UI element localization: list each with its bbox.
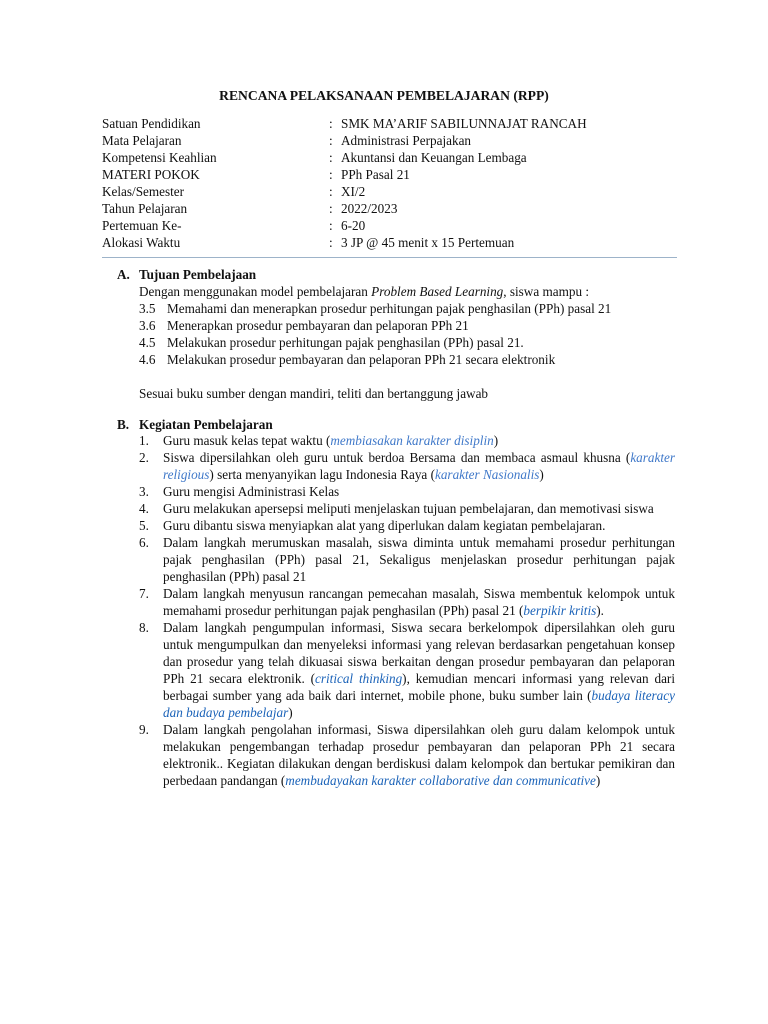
step-fragment: ) serta menyanyikan lagu Indonesia Raya ( bbox=[209, 467, 435, 482]
info-value: 3 JP @ 45 menit x 15 Pertemuan bbox=[341, 235, 515, 250]
step-text bbox=[163, 484, 675, 501]
step-fragment: Guru melakukan apersepsi meliputi menjelaskan tujuan pembelajaran, dan memotivasi siswa bbox=[163, 501, 654, 517]
objective-item bbox=[139, 334, 687, 351]
info-colon: : bbox=[329, 235, 333, 250]
info-row bbox=[102, 149, 702, 166]
step-number: 2. bbox=[139, 450, 149, 466]
info-value: Administrasi Perpajakan bbox=[341, 133, 472, 148]
info-value: 6-20 bbox=[341, 218, 366, 233]
step-text bbox=[163, 535, 675, 586]
intro-text: Dengan menggunakan model pembelajaran bbox=[139, 284, 372, 299]
objective-text: Melakukan prosedur pembayaran dan pelaporan PPh 21 secara elektronik bbox=[167, 352, 556, 367]
info-row bbox=[102, 115, 702, 132]
section-tujuan bbox=[117, 266, 687, 402]
step-fragment: Dalam langkah merumuskan masalah, siswa diminta untuk memahami prosedur perhitungan pajak penghasilan (PPh) pasal 21, Sekaligus menjelaskan prosedur perhitungan pajak penghasilan (PPh) pasal 21 bbox=[163, 535, 675, 585]
objective-text: Melakukan prosedur perhitungan pajak penghasilan (PPh) pasal 21. bbox=[167, 335, 524, 350]
step-number: 8. bbox=[139, 620, 149, 636]
info-value: Akuntansi dan Keuangan Lembaga bbox=[341, 150, 527, 165]
section-a-intro bbox=[139, 283, 687, 300]
info-label: Kompetensi Keahlian bbox=[102, 150, 217, 165]
info-row bbox=[102, 132, 702, 149]
info-row bbox=[102, 217, 702, 234]
objective-number: 4.6 bbox=[139, 352, 156, 367]
step-number: 7. bbox=[139, 586, 149, 602]
objective-list bbox=[139, 300, 687, 368]
step-fragment: Guru mengisi Administrasi Kelas bbox=[163, 484, 340, 500]
step-number: 1. bbox=[139, 433, 149, 448]
step-fragment: ) bbox=[539, 467, 544, 482]
objective-number: 3.5 bbox=[139, 301, 156, 316]
intro-model: Problem Based Learning bbox=[371, 284, 504, 299]
info-label: Kelas/Semester bbox=[102, 184, 185, 199]
objective-text: Menerapkan prosedur pembayaran dan pelaporan PPh 21 bbox=[167, 318, 469, 333]
step-text bbox=[163, 518, 675, 535]
objective-item bbox=[139, 317, 687, 334]
section-b-letter: B. bbox=[117, 417, 130, 432]
info-table bbox=[102, 115, 702, 251]
step-fragment: ) bbox=[288, 704, 293, 720]
divider-line bbox=[102, 257, 677, 258]
step-number: 4. bbox=[139, 501, 149, 517]
info-colon: : bbox=[329, 201, 333, 216]
step-number: 6. bbox=[139, 535, 149, 551]
info-colon: : bbox=[329, 184, 333, 199]
step-fragment: Dalam langkah pengumpulan informasi, Siswa secara berkelompok dipersilahkan oleh guru untuk mengumpulkan dan menyeleksi informasi yang relevan berdasarkan pengetahuan konsep dan prosedur yang telah dikuasai siswa berkaitan dengan prosedur pembayaran dan pelaporan PPh 21 secara elektronik. ( bbox=[163, 620, 675, 686]
step-item bbox=[139, 586, 687, 620]
step-item bbox=[139, 501, 687, 518]
character-note: membiasakan karakter disiplin bbox=[330, 433, 494, 448]
objective-number: 4.5 bbox=[139, 335, 156, 350]
character-note: critical thinking bbox=[315, 671, 403, 686]
step-item bbox=[139, 535, 687, 586]
step-item bbox=[139, 433, 687, 450]
character-note: karakter Nasionalis bbox=[434, 467, 540, 482]
document-title: RENCANA PELAKSANAAN PEMBELAJARAN (RPP) bbox=[219, 88, 549, 103]
step-item bbox=[139, 484, 687, 501]
step-fragment: ), kemudian mencari informasi yang relevan dari berbagai sumber yang ada baik dari internet, mobile phone, buku sumber lain ( bbox=[163, 671, 675, 703]
info-label: Mata Pelajaran bbox=[102, 133, 182, 148]
section-a-letter: A. bbox=[117, 267, 130, 282]
section-a-closing: Sesuai buku sumber dengan mandiri, teliti dan bertanggung jawab bbox=[139, 386, 489, 401]
step-fragment: Siswa dipersilahkan oleh guru untuk berdoa Bersama dan membaca asmaul khusna ( bbox=[163, 450, 631, 466]
info-value: 2022/2023 bbox=[341, 201, 398, 216]
info-row bbox=[102, 234, 702, 251]
step-item bbox=[139, 722, 687, 790]
info-label: Satuan Pendidikan bbox=[102, 116, 201, 131]
character-note: membudayakan karakter collaborative dan communicative bbox=[285, 772, 596, 788]
objective-number: 3.6 bbox=[139, 318, 156, 333]
step-text bbox=[163, 501, 675, 518]
info-value: PPh Pasal 21 bbox=[341, 167, 410, 182]
section-b-heading bbox=[117, 416, 687, 433]
character-note: budaya literacy dan budaya pembelajar bbox=[163, 687, 675, 720]
step-fragment: Guru masuk kelas tepat waktu ( bbox=[163, 433, 331, 448]
info-row bbox=[102, 183, 702, 200]
info-label: Tahun Pelajaran bbox=[102, 201, 188, 216]
step-item bbox=[139, 620, 687, 721]
step-text bbox=[163, 620, 675, 721]
info-colon: : bbox=[329, 150, 333, 165]
info-row bbox=[102, 200, 702, 217]
step-fragment: ) bbox=[493, 433, 499, 448]
info-row bbox=[102, 166, 702, 183]
step-text bbox=[163, 450, 675, 484]
info-colon: : bbox=[329, 116, 333, 131]
character-note: berpikir kritis bbox=[523, 603, 597, 619]
info-colon: : bbox=[329, 133, 333, 148]
section-b-title: Kegiatan Pembelajaran bbox=[139, 417, 273, 432]
section-a-heading bbox=[117, 266, 687, 283]
section-kegiatan bbox=[117, 416, 687, 790]
step-number: 3. bbox=[139, 484, 149, 500]
step-fragment: Dalam langkah menyusun rancangan pemecahan masalah, Siswa membentuk kelompok untuk memahami prosedur perhitungan pajak penghasilan (PPh) pasal 21 ( bbox=[163, 586, 675, 619]
info-value: SMK MA’ARIF SABILUNNAJAT RANCAH bbox=[341, 116, 587, 131]
step-item bbox=[139, 518, 687, 535]
step-text bbox=[163, 586, 675, 620]
objective-item bbox=[139, 351, 687, 368]
spacer bbox=[139, 368, 687, 385]
step-number: 5. bbox=[139, 518, 149, 534]
section-a-body bbox=[139, 283, 687, 402]
step-item bbox=[139, 450, 687, 484]
section-b-body bbox=[139, 433, 687, 790]
intro-tail: , siswa mampu : bbox=[503, 284, 589, 299]
character-note: karakter religious bbox=[163, 450, 675, 482]
step-fragment: Guru dibantu siswa menyiapkan alat yang diperlukan dalam kegiatan pembelajaran. bbox=[163, 518, 606, 534]
info-colon: : bbox=[329, 167, 333, 182]
info-colon: : bbox=[329, 218, 333, 233]
info-value: XI/2 bbox=[341, 184, 366, 199]
info-label: Alokasi Waktu bbox=[102, 235, 181, 250]
step-list bbox=[139, 433, 687, 790]
step-fragment: ). bbox=[596, 603, 604, 619]
step-fragment: ) bbox=[595, 772, 601, 788]
objective-text: Memahami dan menerapkan prosedur perhitungan pajak penghasilan (PPh) pasal 21 bbox=[167, 301, 612, 316]
step-text bbox=[163, 433, 675, 450]
step-number: 9. bbox=[139, 721, 149, 737]
info-label: Pertemuan Ke- bbox=[102, 218, 182, 233]
step-text bbox=[163, 722, 675, 790]
step-fragment: Dalam langkah pengolahan informasi, Siswa dipersilahkan oleh guru dalam kelompok untuk melakukan pengembangan terhadap prosedur pembayaran dan pelaporan PPh 21 secara elektronik.. Kegiatan dilakukan dengan berdiskusi dalam kelompok dan bertukar pemikiran dan perbedaan pandangan ( bbox=[163, 721, 675, 788]
section-a-title: Tujuan Pembelajaan bbox=[139, 267, 257, 282]
info-label: MATERI POKOK bbox=[102, 167, 200, 182]
objective-item bbox=[139, 300, 687, 317]
